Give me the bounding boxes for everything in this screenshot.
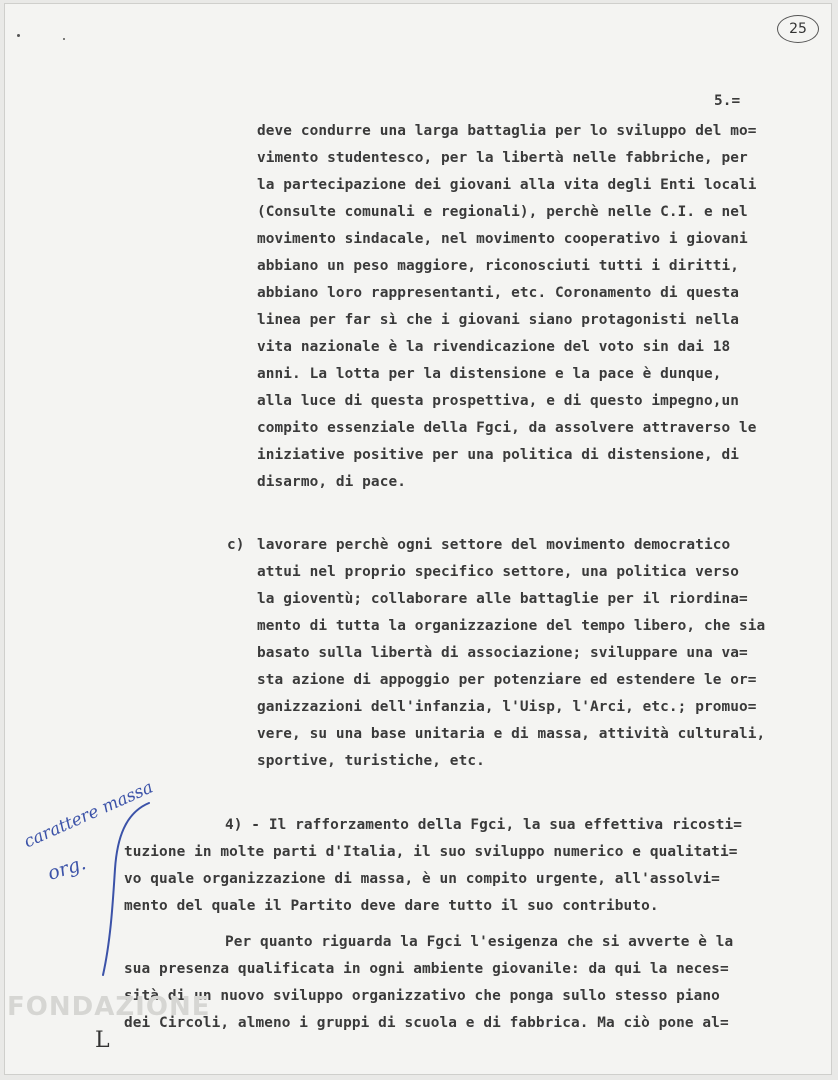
text-line: linea per far sì che i giovani siano protagonisti nella <box>257 312 740 328</box>
text-line: sta azione di appoggio per potenziare ed estendere le or= <box>257 672 757 688</box>
text-line: disarmo, di pace. <box>257 474 406 490</box>
ink-speck <box>17 34 20 37</box>
text-line: anni. La lotta per la distensione e la pace è dunque, <box>257 366 722 382</box>
text-line: la partecipazione dei giovani alla vita degli Enti locali <box>257 177 757 193</box>
list-marker-c: c) <box>227 537 245 553</box>
text-line: sità di un nuovo sviluppo organizzativo che ponga sullo stesso piano <box>124 988 720 1004</box>
text-line: (Consulte comunali e regionali), perchè nelle C.I. e nel <box>257 204 748 220</box>
text-line: abbiano loro rappresentanti, etc. Coronamento di questa <box>257 285 740 301</box>
text-line: compito essenziale della Fgci, da assolvere attraverso le <box>257 420 757 436</box>
text-line: tuzione in molte parti d'Italia, il suo sviluppo numerico e qualitati= <box>124 844 738 860</box>
text-line: la gioventù; collaborare alle battaglie per il riordina= <box>257 591 748 607</box>
text-line: dei Circoli, almeno i gruppi di scuola e di fabbrica. Ma ciò pone al= <box>124 1015 729 1031</box>
ink-speck <box>63 38 65 40</box>
page-number: 5.= <box>714 93 741 109</box>
margin-note-line-2: org. <box>45 852 89 885</box>
margin-note-line-1: carattere massa <box>21 777 157 853</box>
text-line: vita nazionale è la rivendicazione del voto sin dai 18 <box>257 339 731 355</box>
text-line: iniziative positive per una politica di distensione, di <box>257 447 740 463</box>
section-4-paragraph-2-body <box>124 956 729 1037</box>
archive-watermark: FONDAZIONE <box>7 992 211 1022</box>
text-line: sportive, turistiche, etc. <box>257 753 485 769</box>
text-line: alla luce di questa prospettiva, e di questo impegno,un <box>257 393 740 409</box>
text-line: abbiano un peso maggiore, riconosciuti tutti i diritti, <box>257 258 740 274</box>
text-line: deve condurre una larga battaglia per lo sviluppo del mo= <box>257 123 757 139</box>
text-line: sua presenza qualificata in ogni ambiente giovanile: da qui la neces= <box>124 961 729 977</box>
margin-mark-l: L <box>95 1028 110 1053</box>
margin-bracket-icon <box>97 799 157 989</box>
document-page <box>4 3 832 1075</box>
section-4-heading-line: 4) - Il rafforzamento della Fgci, la sua effettiva ricosti= <box>225 817 743 833</box>
text-line: movimento sindacale, nel movimento cooperativo i giovani <box>257 231 748 247</box>
section-4-body <box>124 839 737 920</box>
paragraph-c <box>257 532 765 775</box>
archive-page-number: 25 <box>777 15 819 43</box>
section-4-paragraph-2-first-line: Per quanto riguarda la Fgci l'esigenza che si avverte è la <box>225 934 734 950</box>
text-line: vere, su una base unitaria e di massa, attività culturali, <box>257 726 766 742</box>
paragraph-b-continued <box>257 118 757 496</box>
text-line: mento di tutta la organizzazione del tempo libero, che sia <box>257 618 766 634</box>
text-line: attui nel proprio specifico settore, una politica verso <box>257 564 740 580</box>
text-line: mento del quale il Partito deve dare tutto il suo contributo. <box>124 898 659 914</box>
text-line: vo quale organizzazione di massa, è un compito urgente, all'assolvi= <box>124 871 720 887</box>
text-line: ganizzazioni dell'infanzia, l'Uisp, l'Arci, etc.; promuo= <box>257 699 757 715</box>
text-line: lavorare perchè ogni settore del movimento democratico <box>257 537 731 553</box>
text-line: vimento studentesco, per la libertà nelle fabbriche, per <box>257 150 748 166</box>
text-line: basato sulla libertà di associazione; sviluppare una va= <box>257 645 748 661</box>
